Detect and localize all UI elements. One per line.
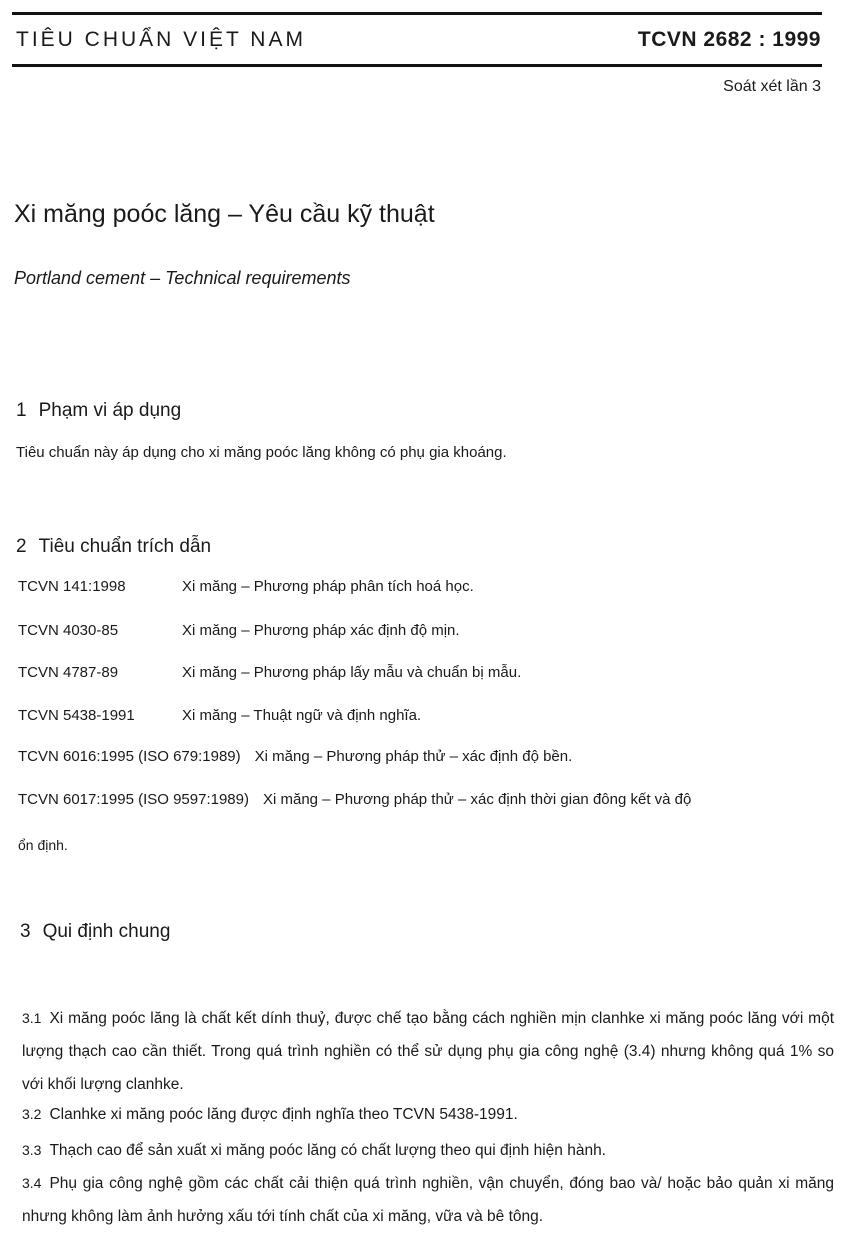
clause-3-2 [22,1098,834,1131]
clause-text: Phụ gia công nghệ gồm các chất cải thiện quá trình nghiền, vận chuyển, đóng bao và/ hoặc bảo quản xi măng nhưng không làm ảnh hưởng xấu tới tính chất của xi măng, vữa và bê tông. [22,1175,834,1225]
section-3-heading [20,921,170,943]
reference-title: Xi măng – Phương pháp xác định độ mịn. [182,622,460,639]
reference-row [18,791,818,808]
revision-note: Soát xét lần 3 [723,78,821,95]
reference-title: Xi măng – Phương pháp thử – xác định độ bền. [254,748,573,765]
section-number: 2 [16,536,27,557]
clause-number: 3.4 [22,1175,42,1191]
reference-row [18,664,818,681]
reference-code: TCVN 141:1998 [18,578,126,595]
clause-3-4 [22,1167,834,1233]
reference-code: TCVN 6017:1995 (ISO 9597:1989) [18,791,249,808]
clause-number: 3.3 [22,1142,42,1158]
reference-code: TCVN 4030-85 [18,622,119,639]
reference-code: TCVN 4787-89 [18,664,119,681]
standard-code: TCVN 2682 : 1999 [637,28,821,51]
section-number: 1 [16,400,27,421]
header-bottom-rule [12,64,822,67]
clause-text: Clanhke xi măng poóc lăng được định nghĩa theo TCVN 5438-1991. [49,1106,518,1123]
reference-code: TCVN 6016:1995 (ISO 679:1989) [18,748,241,765]
reference-row [18,707,818,724]
reference-title: Xi măng – Thuật ngữ và định nghĩa. [182,707,422,724]
section-title: Tiêu chuẩn trích dẫn [38,536,212,557]
clause-3-3 [22,1134,834,1167]
reference-continuation: ổn định. [18,837,68,853]
header-top-rule [12,12,822,15]
section-1-text: Tiêu chuẩn này áp dụng cho xi măng poóc lăng không có phụ gia khoáng. [16,444,507,461]
section-number: 3 [20,921,31,942]
section-1-heading [16,400,181,422]
standard-series-label: TIÊU CHUẨN VIỆT NAM [16,28,306,51]
clause-text: Xi măng poóc lăng là chất kết dính thuỷ, được chế tạo bằng cách nghiền mịn clanhke xi măng poóc lăng với một lượng thạch cao cần thiết. Trong quá trình nghiền có thể sử dụng phụ gia công nghệ (3.4) nhưng không quá 1% so với khối lượng clanhke. [22,1010,834,1093]
reference-title: Xi măng – Phương pháp lấy mẫu và chuẩn bị mẫu. [182,664,522,681]
clause-3-1 [22,1002,834,1101]
reference-title: Xi măng – Phương pháp thử – xác định thời gian đông kết và độ [262,791,692,808]
reference-row [18,578,818,595]
section-2-heading [16,536,211,558]
reference-row [18,622,818,639]
clause-number: 3.2 [22,1106,42,1122]
reference-row [18,748,818,765]
section-title: Qui định chung [42,921,171,942]
document-title: Xi măng poóc lăng – Yêu cầu kỹ thuật [14,200,435,228]
clause-text: Thạch cao để sản xuất xi măng poóc lăng có chất lượng theo qui định hiện hành. [49,1142,606,1159]
section-title: Phạm vi áp dụng [38,400,182,421]
reference-title: Xi măng – Phương pháp phân tích hoá học. [182,578,474,595]
clause-number: 3.1 [22,1010,42,1026]
reference-code: TCVN 5438-1991 [18,707,135,724]
document-subtitle-english: Portland cement – Technical requirements [14,268,351,288]
